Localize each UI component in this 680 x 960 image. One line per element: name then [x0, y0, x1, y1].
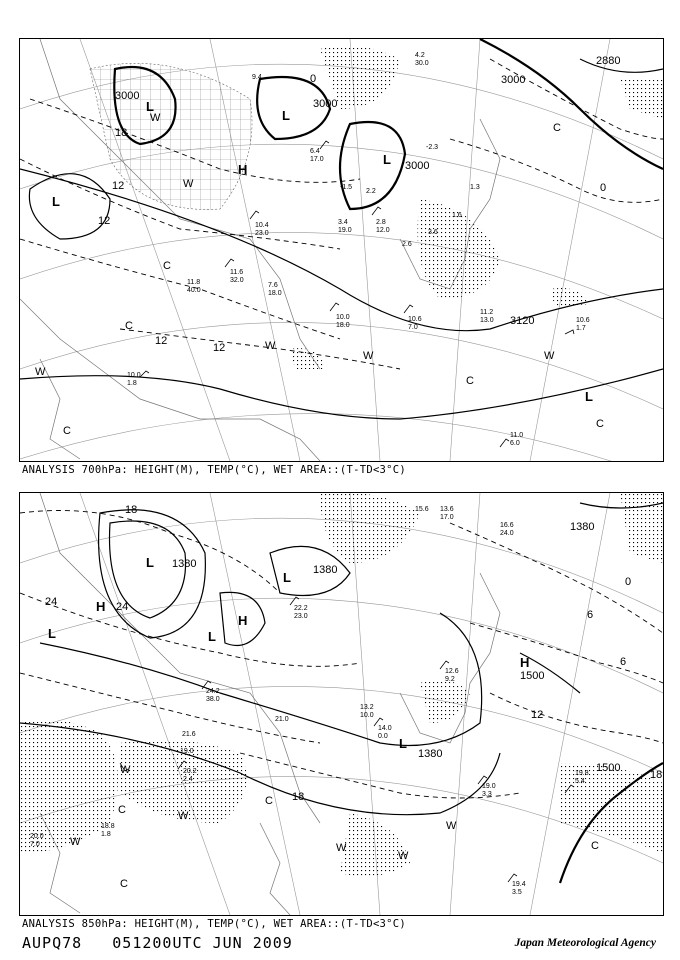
low-center: L	[383, 152, 391, 167]
warm-marker: W	[120, 764, 131, 776]
station-value: 10.4	[255, 222, 269, 229]
contour-label: 0	[310, 73, 317, 85]
station-value: 12.6	[445, 668, 459, 675]
station-value: 19.0	[180, 748, 194, 755]
contour-label: 18	[650, 769, 663, 781]
station-value: 11.0	[510, 432, 524, 439]
station-value: 7.6	[268, 282, 278, 289]
high-center: H	[238, 162, 248, 177]
station-value: 16.6	[500, 522, 514, 529]
station-value: 10.6	[408, 316, 422, 323]
contour-label: 0	[600, 182, 607, 194]
station-value: 19.8	[575, 770, 589, 777]
panel-caption-700hpa: ANALYSIS 700hPa: HEIGHT(M), TEMP(°C), WET AREA::(T-TD<3°C)	[22, 464, 407, 476]
cold-marker: C	[120, 878, 128, 890]
station-value: 1.7	[576, 325, 586, 332]
contour-label: 12	[213, 342, 226, 354]
low-center: L	[208, 629, 216, 644]
station-value: 1.3	[470, 184, 480, 191]
station-value: 9.2	[445, 676, 455, 683]
warm-marker: W	[183, 178, 194, 190]
station-value: 21.0	[275, 716, 289, 723]
map-850hpa-canvas	[20, 493, 663, 915]
low-center: L	[282, 108, 290, 123]
station-value: -2.3	[426, 144, 439, 151]
cold-marker: C	[118, 804, 126, 816]
station-value: 3.6	[428, 229, 438, 236]
station-value: 10.0	[127, 372, 141, 379]
station-value: 20.0	[30, 833, 44, 840]
pressure-systems	[48, 555, 529, 751]
station-value: 22.2	[294, 605, 308, 612]
station-value: 3.4	[338, 219, 348, 226]
station-value: 13.0	[480, 317, 494, 324]
contour-label: 24	[116, 601, 129, 613]
contour-label: 18	[292, 791, 305, 803]
cold-marker: C	[553, 122, 561, 134]
contour-label: 1380	[313, 564, 338, 576]
station-value: 6.0	[510, 440, 520, 447]
station-value: 32.0	[230, 277, 244, 284]
station-value: 11.6	[230, 269, 244, 276]
station-value: 21.6	[182, 731, 196, 738]
station-value: 17.0	[440, 514, 454, 521]
station-value: 10.0	[336, 314, 350, 321]
station-value: 2.2	[366, 188, 376, 195]
station-value: 1.6	[452, 212, 462, 219]
station-value: 13.2	[360, 704, 374, 711]
contour-label: 3120	[510, 315, 535, 327]
station-value: 11.2	[480, 309, 494, 316]
station-value: 38.0	[206, 696, 220, 703]
low-center: L	[146, 555, 154, 570]
station-value: 1.8	[101, 831, 111, 838]
cold-marker: C	[466, 375, 474, 387]
low-center: L	[399, 736, 407, 751]
contour-label: 2880	[596, 55, 621, 67]
high-center: H	[520, 655, 530, 670]
station-value: 23.0	[255, 230, 269, 237]
contour-label: 3000	[313, 98, 338, 110]
low-center: L	[52, 194, 60, 209]
contour-label: 18	[125, 504, 138, 516]
station-value: 30.0	[415, 60, 429, 67]
contour-label: 12	[98, 215, 111, 227]
station-value: 11.8	[187, 279, 201, 286]
station-value: 0.0	[378, 733, 388, 740]
station-value: 40.0	[187, 287, 201, 294]
low-center: L	[146, 99, 154, 114]
cold-marker: C	[265, 795, 273, 807]
station-value: 23.0	[294, 613, 308, 620]
station-value: 5.4	[575, 778, 585, 785]
cold-marker: C	[125, 320, 133, 332]
station-value: 12.0	[376, 227, 390, 234]
station-value: 6.4	[310, 148, 320, 155]
contour-label: 3000	[501, 74, 526, 86]
wet-areas	[20, 493, 663, 876]
agency-name: Japan Meteorological Agency	[514, 937, 656, 949]
contour-label: 12	[112, 180, 125, 192]
station-value: 24.2	[206, 688, 220, 695]
station-value: -1.5	[340, 184, 353, 191]
warm-marker: W	[398, 850, 409, 862]
station-value: 19.0	[482, 783, 496, 790]
contour-label: 12	[155, 335, 168, 347]
low-center: L	[283, 570, 291, 585]
station-value: 14.0	[378, 725, 392, 732]
bulletin-code: AUPQ78 051200UTC JUN 2009	[22, 934, 293, 952]
station-value: 20.2	[183, 768, 197, 775]
station-value: 7.0	[30, 841, 40, 848]
contour-label: 6	[620, 656, 627, 668]
station-value: 18.0	[268, 290, 282, 297]
station-value: 2.8	[376, 219, 386, 226]
station-value: 19.0	[338, 227, 352, 234]
contour-label: 1380	[172, 558, 197, 570]
warm-marker: W	[336, 842, 347, 854]
map-850hpa	[19, 492, 664, 916]
contour-label: 1380	[418, 748, 443, 760]
station-value: 24.0	[500, 530, 514, 537]
low-center: L	[48, 626, 56, 641]
cold-marker: C	[163, 260, 171, 272]
contour-label: 0	[625, 576, 632, 588]
map-700hpa	[19, 38, 664, 462]
warm-marker: W	[70, 836, 81, 848]
station-value: 3.3	[482, 791, 492, 798]
station-value: 19.4	[512, 881, 526, 888]
contour-label: 1380	[570, 521, 595, 533]
contour-label: 1500	[520, 670, 545, 682]
station-value: 18.8	[101, 823, 115, 830]
station-plots	[30, 506, 589, 896]
contour-label: 24	[45, 596, 58, 608]
station-value: 3.5	[512, 889, 522, 896]
station-value: 2.6	[402, 241, 412, 248]
station-value: 15.6	[415, 506, 429, 513]
warm-marker: W	[35, 366, 46, 378]
cold-marker: C	[596, 418, 604, 430]
contour-label: 6	[587, 609, 594, 621]
contour-label: 12	[531, 709, 544, 721]
low-center: L	[585, 389, 593, 404]
station-value: 10.0	[360, 712, 374, 719]
contour-label: 1500	[596, 762, 621, 774]
warm-marker: W	[150, 112, 161, 124]
station-value: 17.0	[310, 156, 324, 163]
warm-marker: W	[178, 810, 189, 822]
cold-marker: C	[63, 425, 71, 437]
station-value: 4.2	[415, 52, 425, 59]
warm-marker: W	[446, 820, 457, 832]
station-value: 1.8	[127, 380, 137, 387]
station-value: 7.0	[408, 324, 418, 331]
station-value: 2.4	[183, 776, 193, 783]
station-value: 9.4	[252, 74, 262, 81]
station-value: 10.6	[576, 317, 590, 324]
contour-label: 3000	[405, 160, 430, 172]
height-contours	[20, 503, 663, 883]
cold-marker: C	[591, 840, 599, 852]
warm-marker: W	[265, 340, 276, 352]
contour-label: 18	[115, 127, 128, 139]
high-center: H	[96, 599, 106, 614]
high-center: H	[238, 613, 248, 628]
panel-caption-850hpa: ANALYSIS 850hPa: HEIGHT(M), TEMP(°C), WET AREA::(T-TD<3°C)	[22, 918, 407, 930]
warm-marker: W	[363, 350, 374, 362]
contour-label: 3000	[115, 90, 140, 102]
map-700hpa-canvas	[20, 39, 663, 461]
station-value: 18.0	[336, 322, 350, 329]
station-value: 13.6	[440, 506, 454, 513]
warm-marker: W	[544, 350, 555, 362]
